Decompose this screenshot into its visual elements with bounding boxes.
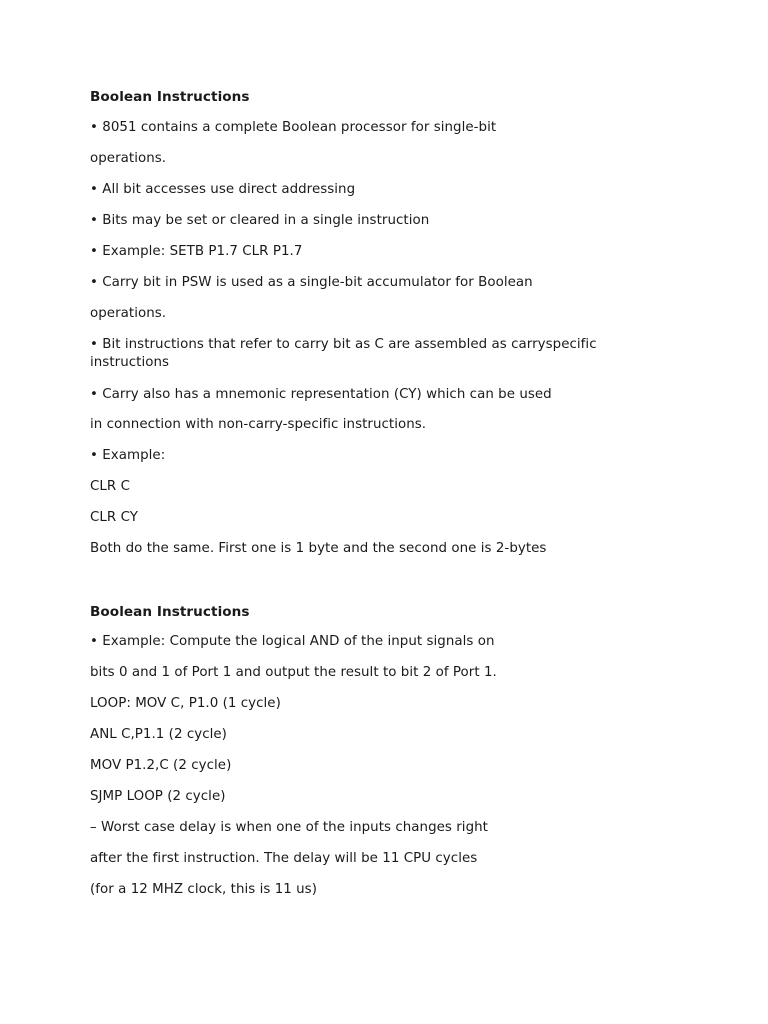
section-1-line-2: operations.: [90, 151, 167, 166]
section-2-line-4: ANL C,P1.1 (2 cycle): [90, 727, 227, 742]
section-1-line-6: • Carry bit in PSW is used as a single-bit accumulator for Boolean: [90, 275, 533, 290]
section-1-line-4: • Bits may be set or cleared in a single instruction: [90, 213, 430, 228]
section-1-heading: Boolean Instructions: [90, 89, 250, 105]
section-2-line-1: • Example: Compute the logical AND of the input signals on: [90, 634, 495, 649]
section-1-line-14: Both do the same. First one is 1 byte and the second one is 2-bytes: [90, 541, 547, 556]
section-1-line-10: in connection with non-carry-specific instructions.: [90, 417, 427, 432]
section-2-line-9: (for a 12 MHZ clock, this is 11 us): [90, 882, 317, 897]
section-1-line-9: • Carry also has a mnemonic representation (CY) which can be used: [90, 387, 552, 402]
section-2-line-3: LOOP: MOV C, P1.0 (1 cycle): [90, 696, 281, 711]
section-2-line-5: MOV P1.2,C (2 cycle): [90, 758, 232, 773]
section-1-line-8: • Bit instructions that refer to carry bit as C are assembled as carryspecific instructions: [90, 337, 597, 370]
section-2-heading: Boolean Instructions: [90, 604, 250, 620]
section-1-line-11: • Example:: [90, 448, 166, 463]
section-1-line-12: CLR C: [90, 479, 130, 494]
section-1-line-7: operations.: [90, 306, 167, 321]
section-2-line-6: SJMP LOOP (2 cycle): [90, 789, 226, 804]
section-1-line-1: • 8051 contains a complete Boolean processor for single-bit: [90, 120, 497, 135]
section-2-line-2: bits 0 and 1 of Port 1 and output the result to bit 2 of Port 1.: [90, 665, 497, 680]
section-2-line-7: – Worst case delay is when one of the inputs changes right: [90, 820, 488, 835]
section-1-line-3: • All bit accesses use direct addressing: [90, 182, 356, 197]
section-1-line-13: CLR CY: [90, 510, 138, 525]
section-1-line-5: • Example: SETB P1.7 CLR P1.7: [90, 244, 303, 259]
section-2-line-8: after the first instruction. The delay will be 11 CPU cycles: [90, 851, 478, 866]
